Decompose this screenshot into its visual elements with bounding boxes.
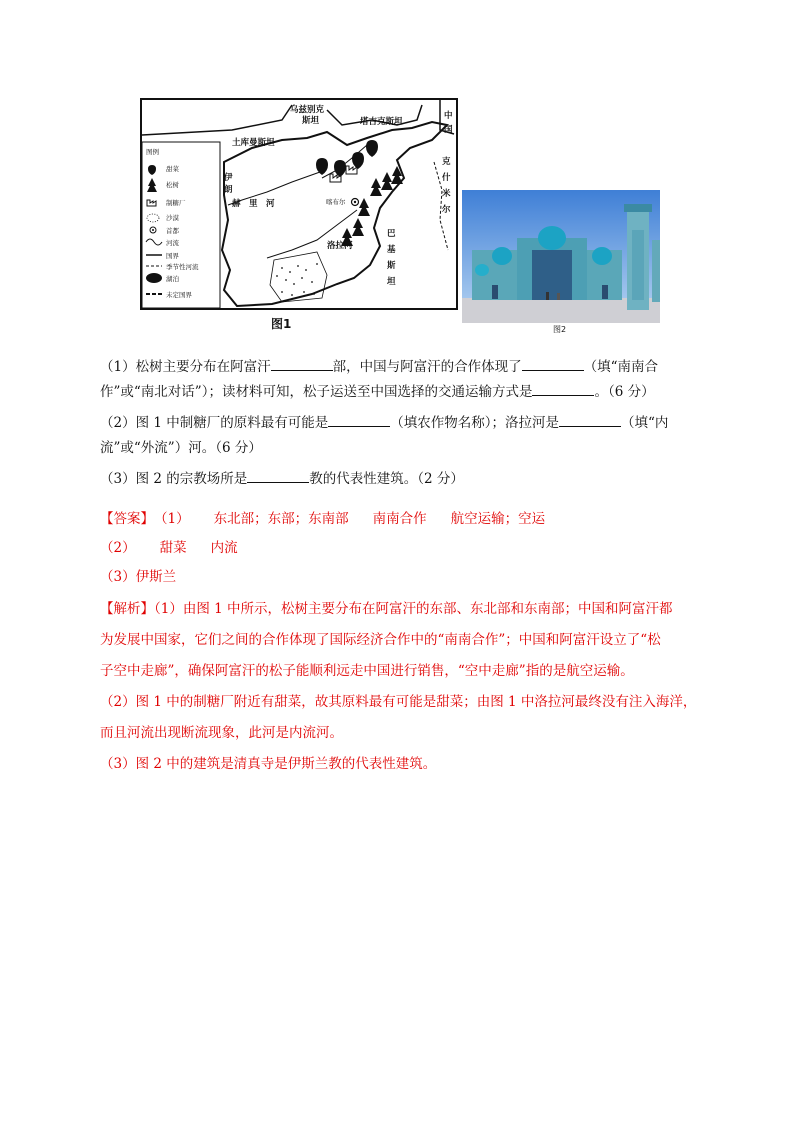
- question-3-line: （3）图 2 的宗教场所是 教的代表性建筑。（2 分）: [100, 467, 706, 492]
- analysis-line: 【解析】（1）由图 1 中所示，松树主要分布在阿富汗的东部、东北部和东南部；中国和阿富汗都: [100, 601, 673, 617]
- label-tajikistan: 塔吉克斯坦: [360, 117, 403, 127]
- mosque-photo: [462, 190, 660, 323]
- label-pakistan: 基: [387, 245, 396, 255]
- question-2-line-2: 流”或“外流”）河。（6 分）: [100, 440, 262, 456]
- label-pakistan: 坦: [387, 277, 396, 287]
- analysis-line: 子空中走廊”，确保阿富汗的松子能顺利远走中国进行销售，“空中走廊”指的是航空运输。: [100, 663, 634, 679]
- answer-blank: [532, 381, 594, 396]
- answer-blank: [522, 356, 584, 371]
- figure-row: [0, 0, 800, 340]
- answer-block: [100, 507, 706, 590]
- figure-2-caption: 图2: [553, 325, 567, 334]
- analysis-block: [100, 597, 706, 777]
- analysis-line: 为发展中国家，它们之间的合作体现了国际经济合作中的“南南合作”；中国和阿富汗设立了“松: [100, 632, 661, 648]
- label-harirud: 赫 里 河: [232, 199, 275, 209]
- figure-1-caption: 图1: [271, 317, 292, 331]
- answer-blank: [271, 356, 333, 371]
- analysis-line: （3）图 2 中的建筑是清真寺是伊斯兰教的代表性建筑。: [100, 756, 437, 772]
- legend-item: 甜菜: [166, 165, 179, 173]
- label-uzbekistan: 乌兹别克: [290, 105, 325, 115]
- label-pakistan: 斯: [387, 261, 396, 271]
- label-kashmir: 米: [442, 189, 451, 199]
- desert-dots: [276, 263, 318, 296]
- label-turkmenistan: 土库曼斯坦: [232, 138, 275, 148]
- afghanistan-outline: [222, 122, 447, 306]
- legend-item: 未定国界: [166, 291, 192, 299]
- label-kashmir: 克: [442, 157, 451, 167]
- legend-item: 季节性河流: [166, 263, 199, 271]
- label-kashmir: 什: [442, 173, 451, 183]
- label-kashmir: 尔: [442, 205, 451, 215]
- legend-item: 制糖厂: [166, 199, 186, 207]
- label-iran: 伊: [224, 173, 233, 183]
- legend-item: 沙漠: [166, 214, 179, 222]
- label-kabul: 喀布尔: [326, 198, 346, 206]
- label-farah: 洛拉河: [327, 241, 353, 251]
- answer-line-2: （2） 甜菜 内流: [100, 540, 238, 556]
- label-pakistan: 巴: [387, 229, 396, 239]
- answer-blank: [247, 468, 309, 483]
- legend-item: 河流: [166, 239, 179, 247]
- border-line-north: [142, 105, 292, 135]
- legend-title: 图例: [146, 148, 159, 156]
- legend-item: 松树: [166, 181, 179, 189]
- legend-item: 湖泊: [166, 275, 179, 283]
- answer-label: 【答案】: [100, 511, 154, 527]
- legend-item: 首都: [166, 227, 179, 235]
- analysis-line: 而且河流出现断流现象，此河是内流河。: [100, 725, 343, 741]
- map-figure-1: [140, 98, 458, 310]
- question-1-line-2: 作”或“南北对话”）；读材料可知，松子运送至中国选择的交通运输方式是 。（6 分）: [100, 380, 706, 405]
- label-china: 中: [444, 111, 453, 121]
- question-1-line-1: （1）松树主要分布在阿富汗 部，中国与阿富汗的合作体现了 （填“南南合: [100, 355, 706, 380]
- question-2-line-1: （2）图 1 中制糖厂的原料最有可能是 （填农作物名称）；洛拉河是 （填“内: [100, 411, 706, 436]
- legend-item: 国界: [166, 252, 179, 260]
- answer-blank: [559, 412, 621, 427]
- analysis-line: （2）图 1 中的制糖厂附近有甜菜，故其原料最有可能是甜菜；由图 1 中洛拉河最终没有注入海洋，: [100, 694, 697, 710]
- analysis-label: 【解析】: [100, 601, 154, 617]
- label-uzbekistan: 斯坦: [302, 116, 320, 126]
- answer-line-1: 【答案】（1） 东北部；东部；东南部 南南合作 航空运输；空运: [100, 511, 546, 527]
- label-china: 国: [444, 125, 453, 135]
- desert-area: [270, 252, 327, 302]
- label-iran: 朗: [224, 185, 233, 195]
- answer-line-3: （3）伊斯兰: [100, 569, 177, 585]
- answer-blank: [328, 412, 390, 427]
- questions-block: [100, 355, 706, 492]
